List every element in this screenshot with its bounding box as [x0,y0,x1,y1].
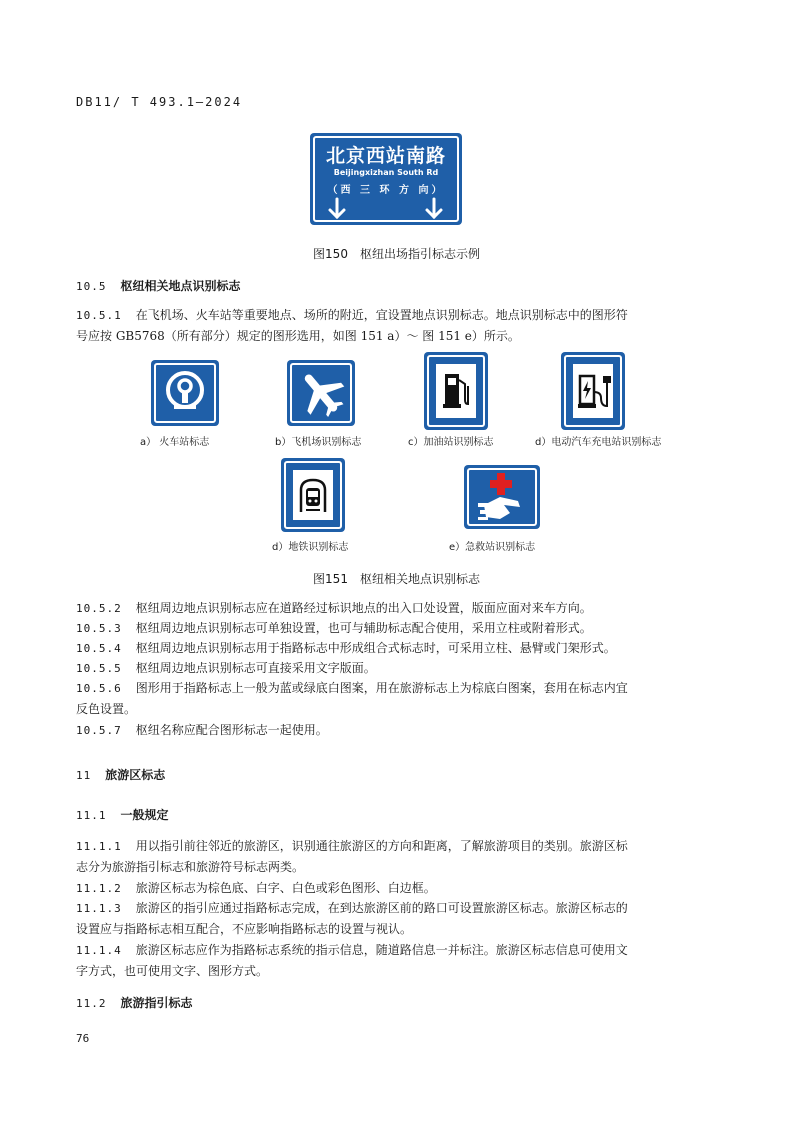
clause-number: 10.5.5 [76,662,122,675]
section-title: 旅游区标志 [105,768,166,782]
paragraph-11-1-2 [76,878,716,899]
clause-text-line1: 旅游区标志应作为指路标志系统的指示信息，随道路信息一并标注。旅游区标志信息可使用文 [135,943,628,957]
paragraph-11-1-4 [76,940,716,981]
clause-text: 枢纽周边地点识别标志可单独设置，也可与辅助标志配合使用，采用立柱或附着形式。 [135,621,592,635]
figure-150-caption: 图150 枢纽出场指引标志示例 [313,247,480,261]
section-title: 旅游指引标志 [120,996,193,1010]
paragraph-10-5-3 [76,618,716,639]
sign-direction-text: （西 三 环 方 向） [327,185,445,196]
metro-icon [281,458,345,532]
paragraph-10-5-1 [76,305,716,346]
clause-number: 10.5.1 [76,309,122,322]
clause-text: 枢纽周边地点识别标志应在道路经过标识地点的出入口处设置，版面应面对来车方向。 [135,601,592,615]
down-arrow-icon-right [427,199,441,217]
section-11-heading [76,766,165,783]
clause-text-line2: 字方式，也可使用文字、图形方式。 [76,964,269,978]
section-10-5-heading [76,277,241,294]
section-number: 11 [76,769,92,782]
paragraph-10-5-2 [76,598,716,619]
paragraph-11-1-3 [76,898,716,939]
clause-number: 11.1.4 [76,944,122,957]
clause-number: 10.5.4 [76,642,122,655]
clause-number: 10.5.2 [76,602,122,615]
clause-text: 枢纽名称应配合图形标志一起使用。 [135,723,328,737]
figure-151-label-c: c）加油站识别标志 [408,437,494,448]
clause-number: 10.5.3 [76,622,122,635]
figure-151-label-a: a） 火车站标志 [140,437,210,448]
clause-text-line2: 志分为旅游指引标志和旅游符号标志两类。 [76,860,305,874]
figure-151-label-d-metro: d）地铁识别标志 [272,542,349,553]
section-11-2-heading [76,994,193,1011]
figure-151-caption: 图151 枢纽相关地点识别标志 [313,572,480,586]
clause-text-line1: 用以指引前往邻近的旅游区，识别通往旅游区的方向和距离，了解旅游项目的类别。旅游区标 [135,839,628,853]
section-title: 一般规定 [120,808,169,822]
clause-text: 枢纽周边地点识别标志用于指路标志中形成组合式标志时，可采用立柱、悬臂或门架形式。 [135,641,616,655]
figure-151-label-d: d）电动汽车充电站识别标志 [535,437,662,448]
page-number: 76 [76,1032,90,1045]
section-11-1-heading [76,806,169,823]
clause-text-line2: 号应按 GB5768（所有部分）规定的图形选用，如图 151 a）～ 图 151 e）所示。 [76,329,520,343]
clause-text-line1: 旅游区的指引应通过指路标志完成，在到达旅游区前的路口可设置旅游区标志。旅游区标志的 [135,901,628,915]
section-title: 枢纽相关地点识别标志 [120,279,241,293]
section-number: 11.2 [76,997,107,1010]
clause-text-line2: 反色设置。 [76,702,137,716]
figure-151-label-e: e）急救站识别标志 [449,542,536,553]
hub-exit-guide-sign [310,133,462,225]
gas-station-icon [424,352,488,430]
document-code: DB11/ T 493.1—2024 [76,95,243,109]
clause-number: 11.1.3 [76,902,122,915]
clause-text: 旅游区标志为棕色底、白字、白色或彩色图形、白边框。 [135,881,436,895]
figure-151-label-b: b）飞机场识别标志 [275,437,362,448]
clause-text: 枢纽周边地点识别标志可直接采用文字版面。 [135,661,376,675]
paragraph-10-5-5 [76,658,716,679]
clause-text-line1: 图形用于指路标志上一般为蓝或绿底白图案，用在旅游标志上为棕底白图案，套用在标志内宜 [135,681,628,695]
sign-road-name-zh: 北京西站南路 [325,145,446,167]
down-arrow-icon-left [330,199,344,217]
paragraph-10-5-4 [76,638,716,659]
ev-charging-icon [561,352,625,430]
train-station-icon [151,360,219,426]
clause-text-line1: 在飞机场、火车站等重要地点、场所的附近，宜设置地点识别标志。地点识别标志中的图形符 [135,308,628,322]
first-aid-icon [464,465,540,529]
section-number: 10.5 [76,280,107,293]
paragraph-10-5-7 [76,720,716,741]
section-number: 11.1 [76,809,107,822]
sign-road-name-en: Beijingxizhan South Rd [333,168,439,177]
paragraph-11-1-1 [76,836,716,877]
clause-number: 11.1.1 [76,840,122,853]
paragraph-10-5-6 [76,678,716,719]
clause-number: 10.5.6 [76,682,122,695]
clause-number: 10.5.7 [76,724,122,737]
clause-number: 11.1.2 [76,882,122,895]
clause-text-line2: 设置应与指路标志相互配合，不应影响指路标志的设置与视认。 [76,922,413,936]
airport-icon [287,360,355,426]
